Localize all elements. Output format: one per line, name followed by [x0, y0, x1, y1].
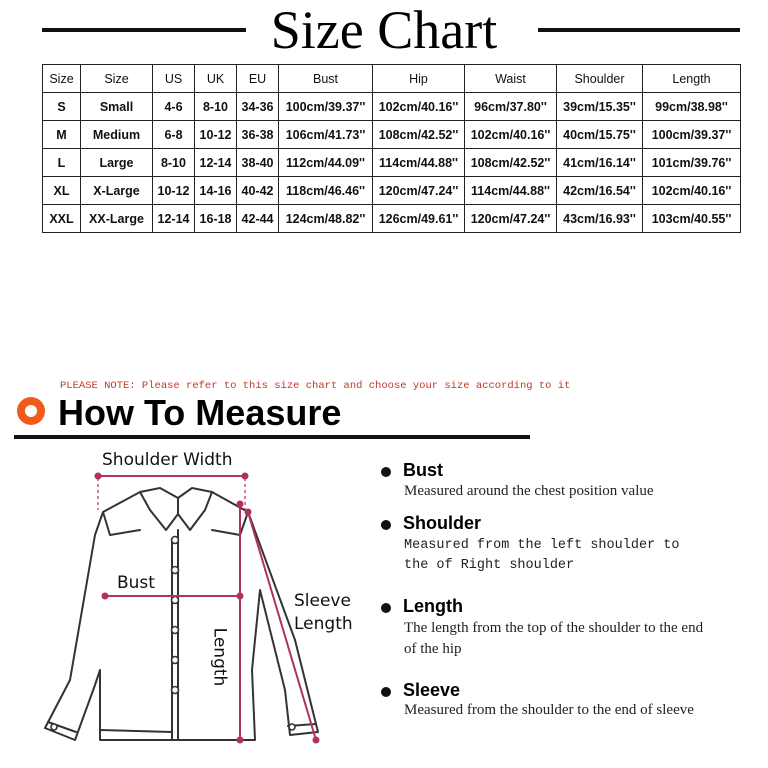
- table-cell: 99cm/38.98'': [643, 93, 741, 121]
- measure-item-heading: Bust: [403, 460, 443, 480]
- cuff-button: [51, 724, 57, 730]
- header-hip: Hip: [373, 65, 465, 93]
- table-cell: 124cm/48.82'': [279, 205, 373, 233]
- table-cell: 40cm/15.75'': [557, 121, 643, 149]
- shirt-collar: [140, 488, 212, 530]
- table-cell: 40-42: [237, 177, 279, 205]
- measure-item-desc: The length from the top of the shoulder to the end of the hip: [404, 620, 704, 657]
- table-cell: 39cm/15.35'': [557, 93, 643, 121]
- table-cell: 8-10: [153, 149, 195, 177]
- table-cell: Large: [81, 149, 153, 177]
- table-cell: S: [43, 93, 81, 121]
- table-cell: 10-12: [195, 121, 237, 149]
- header-us: US: [153, 65, 195, 93]
- measure-item-desc: Measured from the shoulder to the end of sleeve: [404, 702, 694, 718]
- table-cell: 108cm/42.52'': [465, 149, 557, 177]
- table-cell: X-Large: [81, 177, 153, 205]
- shoulder-width-label: Shoulder Width: [102, 450, 233, 470]
- table-cell: 10-12: [153, 177, 195, 205]
- shirt-button: [172, 627, 179, 634]
- header-uk: UK: [195, 65, 237, 93]
- table-cell: 114cm/44.88'': [465, 177, 557, 205]
- table-cell: 120cm/47.24'': [373, 177, 465, 205]
- table-row: [43, 177, 741, 205]
- table-cell: 101cm/39.76'': [643, 149, 741, 177]
- table-cell: 100cm/39.37'': [643, 121, 741, 149]
- table-cell: 43cm/16.93'': [557, 205, 643, 233]
- table-cell: 8-10: [195, 93, 237, 121]
- table-cell: 42cm/16.54'': [557, 177, 643, 205]
- table-cell: 34-36: [237, 93, 279, 121]
- measure-item-heading: Shoulder: [403, 513, 482, 533]
- cuff-button: [289, 724, 295, 730]
- measure-item-heading: Sleeve: [403, 680, 461, 700]
- circle-bullet-icon: [17, 397, 45, 425]
- table-row: [43, 205, 741, 233]
- table-cell: 36-38: [237, 121, 279, 149]
- table-cell: 12-14: [195, 149, 237, 177]
- table-cell: Medium: [81, 121, 153, 149]
- table-cell: 12-14: [153, 205, 195, 233]
- table-cell: 102cm/40.16'': [373, 93, 465, 121]
- page-title: Size Chart: [270, 0, 498, 60]
- table-row: [43, 149, 741, 177]
- table-cell: 118cm/46.46'': [279, 177, 373, 205]
- table-cell: XXL: [43, 205, 81, 233]
- table-cell: 16-18: [195, 205, 237, 233]
- measure-item-heading: Length: [403, 596, 463, 616]
- table-cell: 126cm/49.61'': [373, 205, 465, 233]
- header-size-code: Size: [43, 65, 81, 93]
- table-cell: 106cm/41.73'': [279, 121, 373, 149]
- table-cell: 38-40: [237, 149, 279, 177]
- table-header-row: [43, 65, 741, 93]
- header-eu: EU: [237, 65, 279, 93]
- table-cell: 102cm/40.16'': [643, 177, 741, 205]
- table-cell: 100cm/39.37'': [279, 93, 373, 121]
- bullet-icon: [381, 603, 391, 613]
- bullet-icon: [381, 467, 391, 477]
- table-cell: 108cm/42.52'': [373, 121, 465, 149]
- header-shoulder: Shoulder: [557, 65, 643, 93]
- table-cell: XX-Large: [81, 205, 153, 233]
- how-to-measure-rule: [14, 435, 530, 439]
- table-cell: XL: [43, 177, 81, 205]
- table-cell: 103cm/40.55'': [643, 205, 741, 233]
- sleeve-length-label-line1: Sleeve: [294, 591, 351, 611]
- how-to-measure-title: How To Measure: [58, 392, 342, 433]
- table-cell: 112cm/44.09'': [279, 149, 373, 177]
- shirt-outline: [45, 492, 318, 740]
- bullet-icon: [381, 687, 391, 697]
- table-cell: 96cm/37.80'': [465, 93, 557, 121]
- bust-label: Bust: [117, 573, 155, 593]
- measure-item-desc: Measured from the left shoulder to the of Right shoulder: [404, 538, 680, 573]
- header-bust: Bust: [279, 65, 373, 93]
- table-cell: 42-44: [237, 205, 279, 233]
- table-cell: M: [43, 121, 81, 149]
- header-waist: Waist: [465, 65, 557, 93]
- table-cell: 120cm/47.24'': [465, 205, 557, 233]
- table-cell: L: [43, 149, 81, 177]
- header-length: Length: [643, 65, 741, 93]
- sleeve-length-label-line2: Length: [294, 614, 353, 634]
- shirt-button: [172, 597, 179, 604]
- size-note: PLEASE NOTE: Please refer to this size chart and choose your size according to it: [60, 380, 571, 392]
- bullet-icon: [381, 520, 391, 530]
- size-table: [42, 64, 741, 233]
- table-cell: Small: [81, 93, 153, 121]
- shirt-button: [172, 537, 179, 544]
- table-row: [43, 93, 741, 121]
- table-cell: 4-6: [153, 93, 195, 121]
- measure-item-desc: Measured around the chest position value: [404, 483, 654, 499]
- table-cell: 102cm/40.16'': [465, 121, 557, 149]
- table-cell: 14-16: [195, 177, 237, 205]
- header-size-name: Size: [81, 65, 153, 93]
- table-cell: 114cm/44.88'': [373, 149, 465, 177]
- table-row: [43, 121, 741, 149]
- table-cell: 41cm/16.14'': [557, 149, 643, 177]
- shirt-button: [172, 657, 179, 664]
- shirt-button: [172, 687, 179, 694]
- shirt-button: [172, 567, 179, 574]
- table-cell: 6-8: [153, 121, 195, 149]
- length-label: Length: [209, 627, 230, 687]
